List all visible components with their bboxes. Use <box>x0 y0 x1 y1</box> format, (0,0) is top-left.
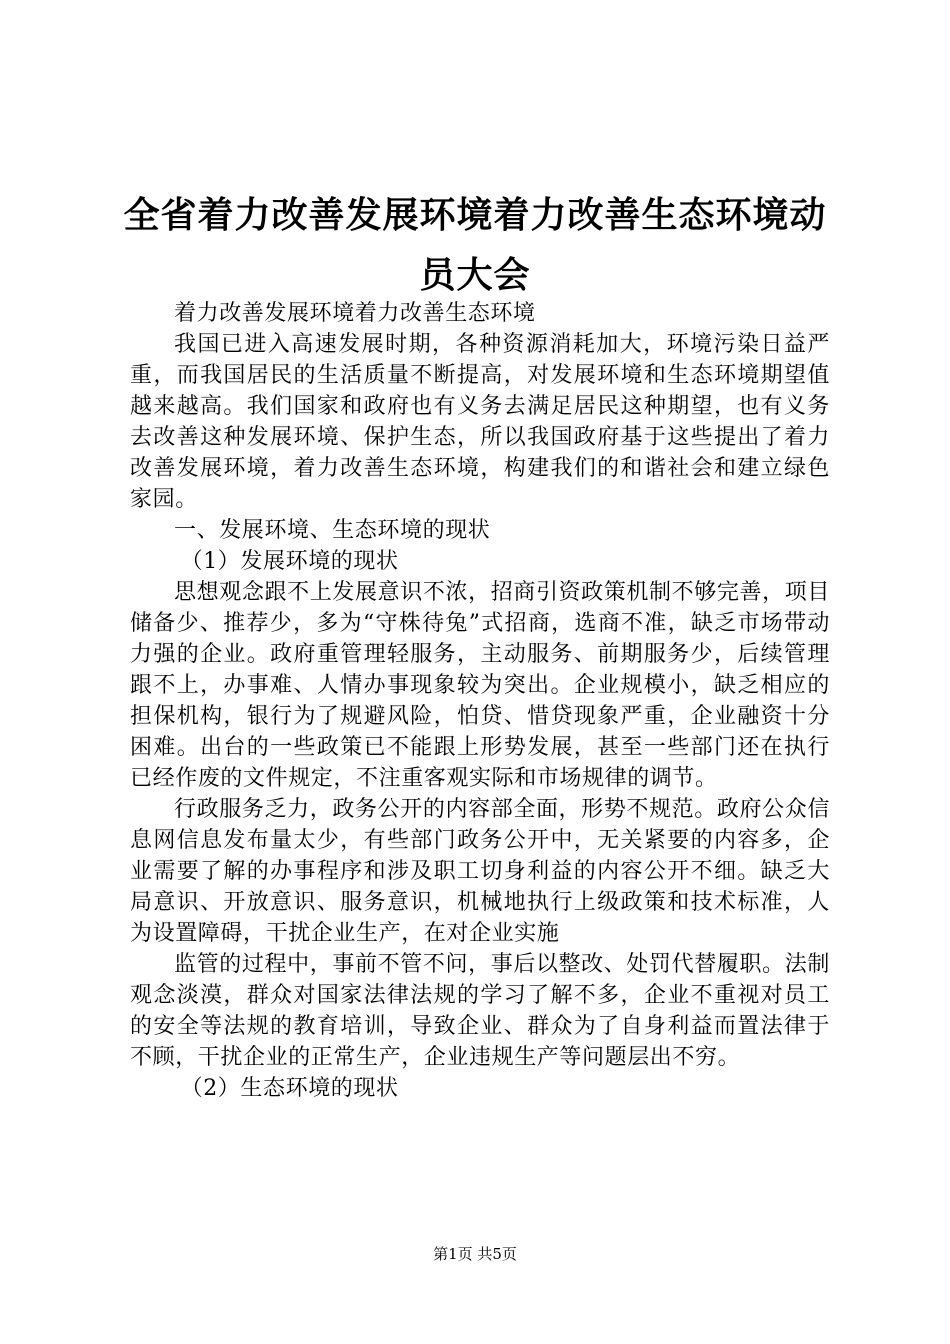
body-paragraph: 监管的过程中，事前不管不问，事后以整改、处罚代替履职。法制观念淡漠，群众对国家法律法规的学习了解不多，企业不重视对员工的安全等法规的教育培训，导致企业、群众为了自身利益而置法律于不顾，干扰企业的正常生产，企业违规生产等问题层出不穷。 <box>130 952 830 1070</box>
page-footer: 第1页 共5页 <box>433 1245 517 1263</box>
document-body <box>130 298 830 1104</box>
document-title: 全省着力改善发展环境着力改善生态环境动员大会 <box>123 195 827 296</box>
subsection-heading: （1）发展环境的现状 <box>180 549 399 574</box>
body-paragraph: 思想观念跟不上发展意识不浓，招商引资政策机制不够完善，项目储备少、推荐少，多为“守株待兔”式招商，选商不准，缺乏市场带动力强的企业。政府重管理轻服务，主动服务、前期服务少，后续管理跟不上，办事难、人情办事现象较为突出。企业规模小，缺乏相应的担保机构，银行为了规避风险，怕贷、惜贷现象严重，企业融资十分困难。出台的一些政策已不能跟上形势发展，甚至一些部门还在执行已经作废的文件规定，不注重客观实际和市场规律的调节。 <box>130 580 830 791</box>
subtitle-paragraph: 着力改善发展环境着力改善生态环境 <box>174 301 536 326</box>
subsection-heading: （2）生态环境的现状 <box>180 1076 399 1101</box>
section-heading: 一、发展环境、生态环境的现状 <box>174 518 491 543</box>
body-paragraph: 行政服务乏力，政务公开的内容部全面，形势不规范。政府公众信息网信息发布量太少，有些部门政务公开中，无关紧要的内容多，企业需要了解的办事程序和涉及职工切身利益的内容公开不细。缺乏大局意识、开放意识、服务意识，机械地执行上级政策和技术标准，人为设置障碍，干扰企业生产，在对企业实施 <box>130 797 830 946</box>
body-paragraph: 我国已进入高速发展时期，各种资源消耗加大，环境污染日益严重，而我国居民的生活质量不断提高，对发展环境和生态环境期望值越来越高。我们国家和政府也有义务去满足居民这种期望，也有义务去改善这种发展环境、保护生态，所以我国政府基于这些提出了着力改善发展环境，着力改善生态环境，构建我们的和谐社会和建立绿色家园。 <box>130 332 830 512</box>
